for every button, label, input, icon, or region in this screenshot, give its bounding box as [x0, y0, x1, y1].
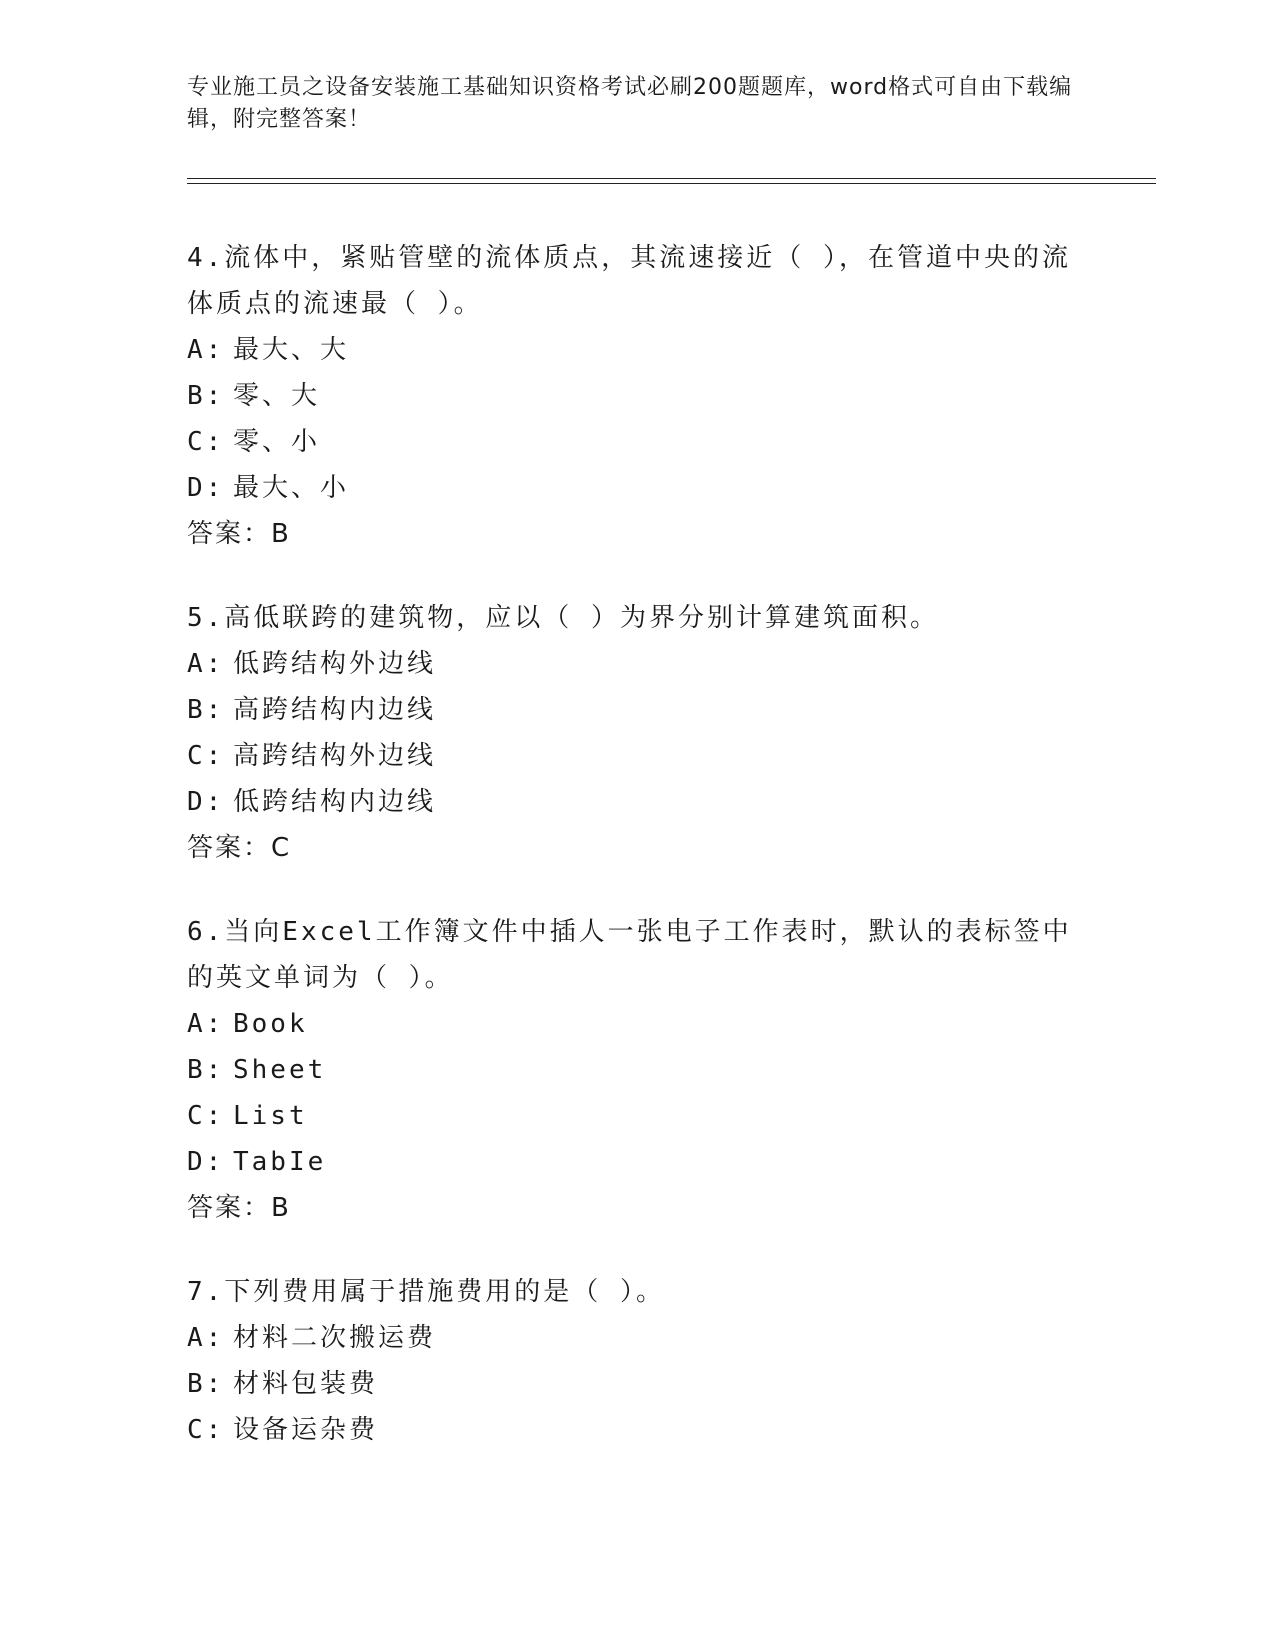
option-c — [187, 1407, 1087, 1453]
option-a — [187, 1315, 1087, 1361]
answer-line: 答案：B — [187, 1193, 291, 1223]
option-text: 高跨结构内边线 — [233, 695, 437, 725]
option-letter: A: — [187, 335, 225, 365]
option-c — [187, 419, 1087, 465]
question-stem: 7.下列费用属于措施费用的是（ ）。 — [187, 1277, 665, 1307]
option-a — [187, 641, 1087, 687]
question-list — [187, 235, 1087, 1491]
option-letter: C: — [187, 427, 225, 457]
option-text: 最大、小 — [233, 473, 350, 503]
option-b — [187, 1361, 1087, 1407]
option-d — [187, 779, 1087, 825]
question-stem: 4.流体中，紧贴管壁的流体质点，其流速接近（ ），在管道中央的流体质点的流速最（ ）。 — [187, 243, 1071, 319]
option-a — [187, 327, 1087, 373]
option-b — [187, 1047, 1087, 1093]
option-text: 低跨结构内边线 — [233, 787, 437, 817]
answer-line: 答案：B — [187, 519, 291, 549]
question-stem: 6.当向Excel工作簿文件中插人一张电子工作表时，默认的表标签中的英文单词为（ ）。 — [187, 917, 1072, 993]
option-letter: D: — [187, 473, 225, 503]
question-item — [187, 909, 1087, 1231]
option-letter: C: — [187, 1101, 225, 1131]
option-letter: A: — [187, 1009, 225, 1039]
option-text: 材料二次搬运费 — [233, 1323, 437, 1353]
header-rule-top — [187, 178, 1156, 179]
option-d — [187, 465, 1087, 511]
option-text: Book — [233, 1009, 308, 1039]
option-text: 零、小 — [233, 427, 321, 457]
option-letter: C: — [187, 741, 225, 771]
option-c — [187, 1093, 1087, 1139]
option-letter: B: — [187, 695, 225, 725]
question-stem: 5.高低联跨的建筑物，应以（ ）为界分别计算建筑面积。 — [187, 603, 939, 633]
option-letter: B: — [187, 381, 225, 411]
option-text: TabIe — [233, 1147, 327, 1177]
option-letter: A: — [187, 1323, 225, 1353]
option-b — [187, 373, 1087, 419]
question-item — [187, 235, 1087, 557]
option-text: 设备运杂费 — [233, 1415, 379, 1445]
option-letter: B: — [187, 1055, 225, 1085]
question-item — [187, 595, 1087, 871]
document-header: 专业施工员之设备安装施工基础知识资格考试必刷200题题库，word格式可自由下载编辑，附完整答案！ — [187, 75, 1073, 132]
option-letter: D: — [187, 1147, 225, 1177]
header-rule-bottom — [187, 183, 1156, 184]
option-letter: D: — [187, 787, 225, 817]
option-letter: A: — [187, 649, 225, 679]
option-text: 低跨结构外边线 — [233, 649, 437, 679]
option-text: List — [233, 1101, 308, 1131]
answer-line: 答案：C — [187, 833, 292, 863]
option-a — [187, 1001, 1087, 1047]
option-text: 最大、大 — [233, 335, 350, 365]
option-text: 高跨结构外边线 — [233, 741, 437, 771]
option-b — [187, 687, 1087, 733]
option-letter: C: — [187, 1415, 225, 1445]
option-text: 零、大 — [233, 381, 321, 411]
option-text: 材料包装费 — [233, 1369, 379, 1399]
option-text: Sheet — [233, 1055, 327, 1085]
option-c — [187, 733, 1087, 779]
option-d — [187, 1139, 1087, 1185]
option-letter: B: — [187, 1369, 225, 1399]
question-item — [187, 1269, 1087, 1453]
